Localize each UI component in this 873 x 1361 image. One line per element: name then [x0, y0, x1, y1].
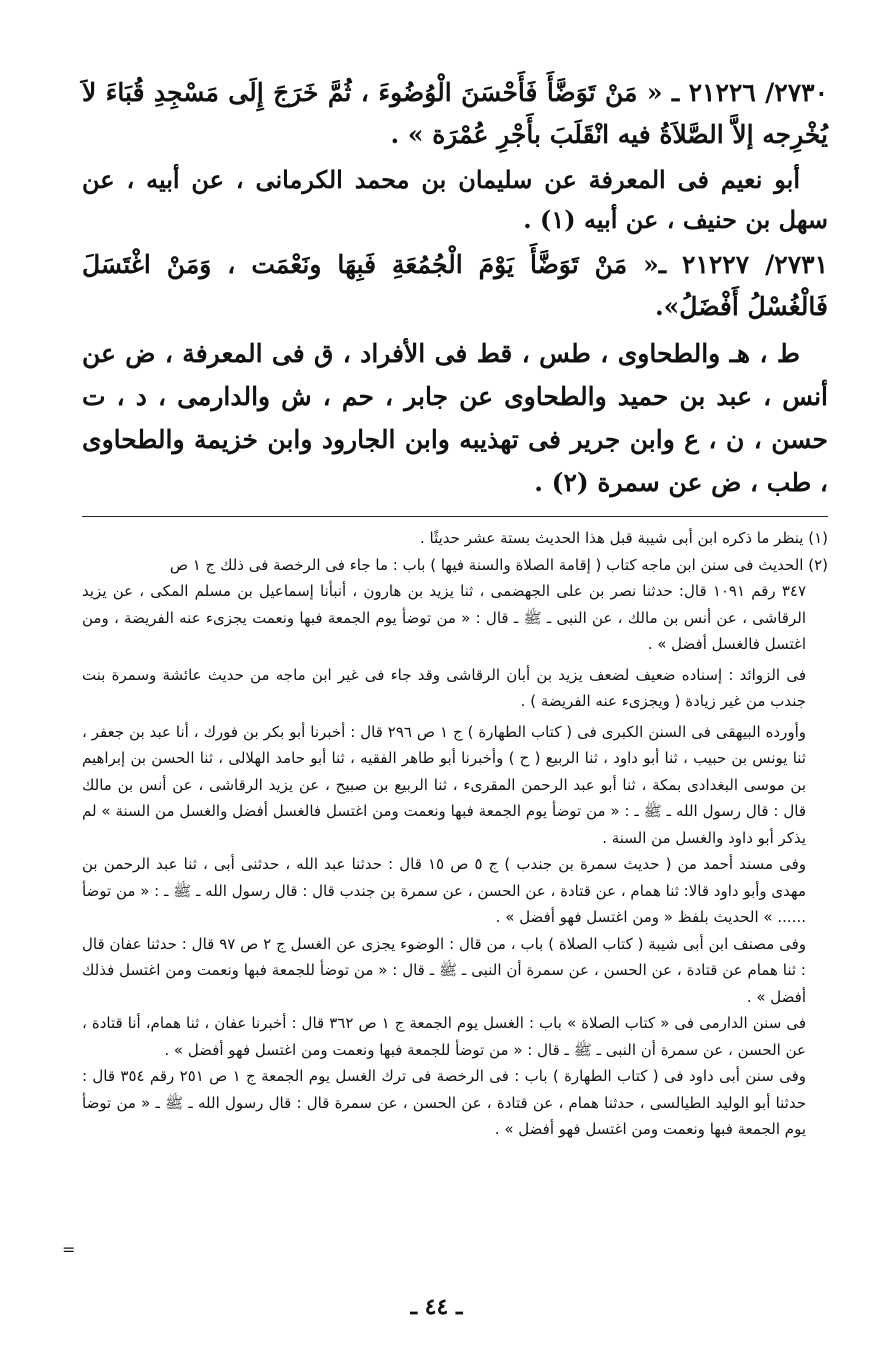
page-content	[82, 72, 828, 1143]
source-2730: أبو نعيم فى المعرفة عن سليمان بن محمد الكرمانى ، عن أبيه ، عن سهل بن حنيف ، عن أبيه (١) .	[82, 165, 828, 234]
footnote-2-para-1: ٣٤٧ رقم ١٠٩١ قال: حدثنا نصر بن على الجهضمى ، ثنا يزيد بن هارون ، أنبأنا إسماعيل بن مسلم المكى ، عن يزيد الرقاشى ، عن أنس بن مالك ، عن النبى ـ ﷺ ـ قال : « من توضأ يوم الجمعة فبها ونعمت يجزىء عنه الفريضة ، ومن اغتسل فالغسل أفضل » .	[82, 582, 806, 653]
footnote-2-head: (٢) الحديث فى سنن ابن ماجه كتاب ( إقامة الصلاة والسنة فيها ) باب : ما جاء فى الرخصة فى ذلك ج ١ ص	[169, 555, 828, 574]
footnote-2-para-2: فى الزوائد : إسناده ضعيف لضعف يزيد بن أبان الرقاشى وقد جاء فى غير ابن ماجه من حديث عائشة وسمرة بنت جندب من غير زيادة ( ويجزىء عنه الفريضة ) .	[82, 665, 806, 710]
source-2731: ط ، هـ والطحاوى ، طس ، قط فى الأفراد ، ق فى المعرفة ، ض عن أنس ، عبد بن حميد والطحاوى عن جابر ، حم ، ش والدارمى ، د ، ت حسن ، ن ، ع وابن جرير فى تهذيبه وابن الجارود وابن خزيمة والطحاوى ، طب ، ض عن سمرة (٢) .	[82, 339, 828, 497]
page-number: ـ ٤٤ ـ	[410, 1294, 463, 1320]
footnote-2-para-4: وفى مسند أحمد من ( حديث سمرة بن جندب ) ج ٥ ص ١٥ قال : حدثنا عبد الله ، حدثنى أبى ، ثنا عبد الرحمن بن مهدى وأبو داود قالا: ثنا همام ، عن قتادة ، عن الحسن ، عن سمرة بن جندب قال : قال رسول الله ـ ﷺ ـ : « من توضأ ...... » الحديث بلفظ « ومن اغتسل فهو أفضل » .	[81, 855, 806, 926]
hadith-2730: ٢٧٣٠/ ٢١٢٢٦ ـ « مَنْ تَوَضَّأَ فَأَحْسَنَ الْوُضُوءَ ، ثُمَّ خَرَجَ إِلَى مَسْجِدِ قُبَاءَ لاَ يُخْرِجه إلاَّ الصَّلاَةُ فيه انْقَلَبَ بأَجْرِ عُمْرَة » .	[82, 78, 829, 149]
hadith-2731: ٢٧٣١/ ٢١٢٢٧ ـ« مَنْ تَوَضَّأَ يَوْمَ الْجُمُعَةِ فَبِهَا ونَعْمَت ، وَمَنْ اغْتَسَلَ فَالْغُسْلُ أَفْضَلُ».	[82, 250, 828, 321]
footnotes	[82, 525, 828, 1143]
footnote-1: (١) ينظر ما ذكره ابن أبى شيبة قبل هذا الحديث بستة عشر حديثًا .	[420, 529, 828, 547]
main-text	[82, 72, 828, 504]
footnote-2-para-3: وأورده البيهقى فى السنن الكبرى فى ( كتاب الطهارة ) ج ١ ص ٢٩٦ قال : أخبرنا أبو بكر بن فورك ، أنا عبد بن جعفر ، ثنا يونس بن حبيب ، ثنا أبو داود ، ثنا الربيع ( ح ) وأخبرنا أبو طاهر الفقيه ، ثنا أبو حامد الهلالى ، ثنا الحسن بن إبراهيم بن موسى البغدادى بمكة ، ثنا أبو عبد الرحمن المقرىء ، ثنا الربيع بن صبيح ، عن يزيد الرقاشى ، عن أنس بن مالك قال : قال رسول الله ـ ﷺ ـ : « من توضأ يوم الجمعة فبها ونعمت ومن اغتسل فالغسل أفضل والغسل من السنة » لم يذكر أبو داود والغسل من السنة .	[82, 722, 807, 847]
footnote-2-para-6: فى سنن الدارمى فى « كتاب الصلاة » باب : الغسل يوم الجمعة ج ١ ص ٣٦٢ قال : أخبرنا عفان ، ثنا همام، أنا قتادة ، عن الحسن ، عن سمرة أن النبى ـ ﷺ ـ قال : « من توضأ للجمعة فبها ونعمت ومن اغتسل فهو أفضل » .	[82, 1014, 806, 1059]
footnote-2-para-5: وفى مصنف ابن أبى شيبة ( كتاب الصلاة ) باب ، من قال : الوضوء يجزى عن الغسل ج ٢ ص ٩٧ قال : حدثنا عفان قال : ثنا همام عن قتادة ، عن الحسن ، عن سمرة أن النبى ـ ﷺ ـ قال : « من توضأ للجمعة فبها ونعمت ومن اغتسل فذلك أفضل » .	[82, 934, 807, 1006]
continuation-mark: =	[62, 1240, 76, 1259]
footnote-2-para-7: وفى سنن أبى داود فى ( كتاب الطهارة ) باب : فى الرخصة فى ترك الغسل يوم الجمعة ج ١ ص ٢٥١ رقم ٣٥٤ قال : حدثنا أبو الوليد الطيالسى ، حدثنا همام ، عن قتادة ، عن الحسن ، عن سمرة قال : قال رسول الله ـ ﷺ ـ « من توضأ يوم الجمعة فبها ونعمت ومن اغتسل فهو أفضل » .	[82, 1067, 807, 1138]
footnote-divider	[82, 516, 828, 517]
footnote-2-body	[82, 578, 828, 1143]
